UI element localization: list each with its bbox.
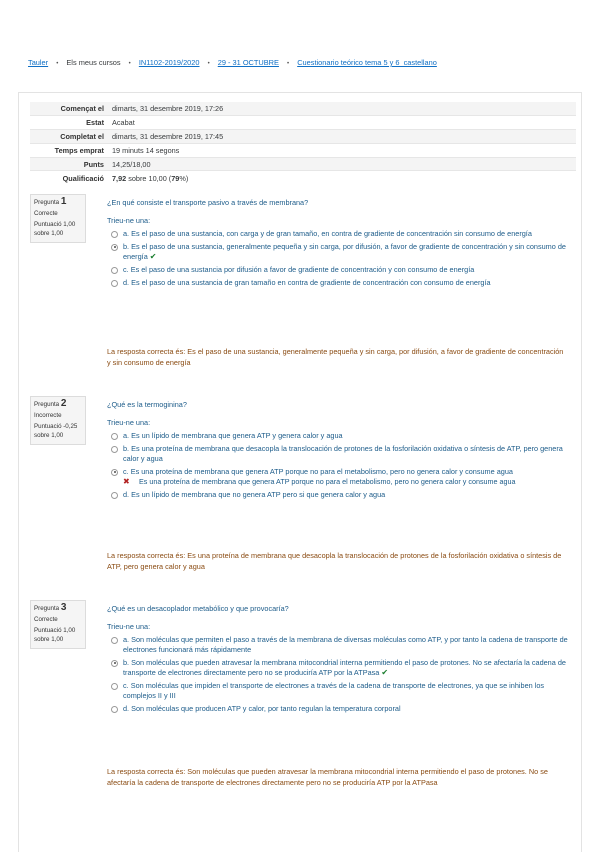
question-label: Pregunta bbox=[34, 605, 60, 612]
summary-label: Començat el bbox=[30, 102, 108, 116]
question-label: Pregunta bbox=[34, 199, 60, 206]
answer-option-label: d. Es un lípido de membrana que no genera ATP pero si que genera calor y agua bbox=[123, 490, 386, 499]
question-grade-max: sobre 1,00 bbox=[34, 431, 64, 439]
summary-label: Punts bbox=[30, 157, 108, 171]
breadcrumb-separator: • bbox=[56, 61, 59, 67]
question-text: ¿En qué consiste el transporte pasivo a través de membrana? bbox=[107, 198, 309, 207]
radio-button[interactable] bbox=[111, 433, 118, 440]
question-number bbox=[34, 604, 82, 614]
question-body bbox=[107, 194, 569, 288]
question-number-value: 3 bbox=[60, 602, 67, 613]
specific-feedback bbox=[107, 477, 569, 487]
breadcrumb-item-my-courses: Els meus cursos bbox=[66, 58, 121, 67]
answer-options bbox=[107, 229, 569, 288]
radio-button[interactable] bbox=[111, 231, 118, 238]
question-label: Pregunta bbox=[34, 401, 60, 408]
question-body bbox=[107, 396, 569, 500]
correct-answer-feedback: La resposta correcta és: Es el paso de una sustancia, generalmente pequeña y sin carga, por difusión, a favor de gradiente de concentración y sin consumo de energía bbox=[107, 347, 564, 367]
question-info bbox=[30, 194, 86, 243]
question-number bbox=[34, 198, 82, 208]
breadcrumb-separator: • bbox=[207, 61, 210, 67]
correct-answer-feedback: La resposta correcta és: Son moléculas que pueden atravesar la membrana mitocondrial interna permitiendo el paso de protones. No se afectaría la cadena de transporte de electrones directamente pero no se produciría ATP por la ATPasa bbox=[107, 767, 548, 787]
summary-row-state bbox=[30, 116, 576, 130]
question-grade bbox=[34, 627, 82, 644]
question-grade-max: sobre 1,00 bbox=[34, 635, 64, 643]
question-grade-score: Puntuació 1,00 bbox=[34, 627, 76, 634]
radio-button[interactable] bbox=[111, 280, 118, 287]
summary-row-started bbox=[30, 102, 576, 116]
answer-option-label: c. Es una proteína de membrana que genera ATP porque no para el metabolismo, pero no genera calor y consume agua bbox=[123, 467, 513, 476]
answer-option-b bbox=[107, 242, 569, 262]
cross-icon: ✖ bbox=[123, 477, 130, 486]
question-grade-score: Puntuació 1,00 bbox=[34, 221, 76, 228]
question-text: ¿Qué es la termoginina? bbox=[107, 400, 187, 409]
question-body bbox=[107, 600, 569, 714]
answer-option-b bbox=[107, 658, 569, 678]
answer-option-label: d. Es el paso de una sustancia de gran tamaño en contra de gradiente de concentración con consumo de energía bbox=[123, 278, 491, 287]
check-icon: ✔ bbox=[381, 668, 389, 677]
summary-label: Temps emprat bbox=[30, 143, 108, 157]
question-number-value: 1 bbox=[60, 196, 67, 207]
question-text: ¿Qué es un desacoplador metabólico y que provocaría? bbox=[107, 604, 289, 613]
answer-option-d bbox=[107, 704, 569, 714]
answer-options bbox=[107, 635, 569, 714]
breadcrumb-link-quiz[interactable]: Cuestionario teórico tema 5 y 6_castellano bbox=[297, 58, 437, 67]
answer-option-a bbox=[107, 635, 569, 655]
answer-option-label: a. Es el paso de una sustancia, con carga y de gran tamaño, en contra de gradiente de concentración sin consumo de energía bbox=[123, 229, 532, 238]
summary-value: dimarts, 31 desembre 2019, 17:45 bbox=[108, 130, 576, 144]
question-prompt: Trieu-ne una: bbox=[107, 216, 151, 225]
radio-button[interactable] bbox=[111, 267, 118, 274]
question-grade-max: sobre 1,00 bbox=[34, 229, 64, 237]
grade-suffix: %) bbox=[179, 173, 189, 183]
answer-option-label: b. Es el paso de una sustancia, generalmente pequeña y sin carga, por difusión, a favor de gradiente de concentración y sin consumo de energía bbox=[123, 242, 566, 261]
breadcrumb-link-course[interactable]: IN1102-2019/2020 bbox=[138, 58, 200, 67]
answer-option-label: a. Es un lípido de membrana que genera ATP y genera calor y agua bbox=[123, 431, 343, 440]
correct-answer-feedback: La resposta correcta és: Es una proteína de membrana que desacopla la translocación de protones de la fosforilación oxidativa o síntesis de ATP, pero genera calor y agua bbox=[107, 551, 562, 571]
radio-button-selected[interactable] bbox=[111, 469, 118, 476]
check-icon: ✔ bbox=[149, 252, 157, 261]
summary-row-time-taken bbox=[30, 143, 576, 157]
question-prompt: Trieu-ne una: bbox=[107, 418, 151, 427]
answer-option-label: c. Son moléculas que impiden el transporte de electrones a través de la cadena de transporte de electrones, ya que se inhiben los complejos II y III bbox=[123, 681, 545, 700]
grade-out-of: sobre 10,00 ( bbox=[126, 173, 172, 183]
question-prompt: Trieu-ne una: bbox=[107, 622, 151, 631]
answer-options bbox=[107, 431, 569, 500]
question-grade bbox=[34, 221, 82, 238]
radio-button-selected[interactable] bbox=[111, 660, 118, 667]
question-grade-score: Puntuació -0,25 bbox=[34, 423, 78, 430]
summary-label: Estat bbox=[30, 116, 108, 130]
breadcrumb bbox=[28, 58, 588, 69]
summary-label: Qualificació bbox=[30, 171, 108, 185]
answer-option-label: c. Es el paso de una sustancia por difusión a favor de gradiente de concentración y con consumo de energía bbox=[123, 265, 475, 274]
summary-row-marks bbox=[30, 157, 576, 171]
radio-button[interactable] bbox=[111, 683, 118, 690]
radio-button[interactable] bbox=[111, 706, 118, 713]
question-state: Correcte bbox=[34, 615, 58, 623]
question-number-value: 2 bbox=[60, 398, 67, 409]
answer-option-label: b. Son moléculas que pueden atravesar la membrana mitocondrial interna permitiendo el paso de protones. No se afectaría la cadena de transporte de electrones directamente pero no se produciría ATP por la ATPasa bbox=[123, 658, 566, 677]
answer-option-label: b. Es una proteína de membrana que desacopla la translocación de protones de la fosforilación oxidativa o síntesis de ATP, pero genera calor y agua bbox=[123, 444, 563, 463]
answer-option-c bbox=[107, 467, 569, 477]
answer-option-d bbox=[107, 278, 569, 288]
breadcrumb-link-section[interactable]: 29 - 31 OCTUBRE bbox=[217, 58, 279, 67]
radio-button[interactable] bbox=[111, 446, 118, 453]
summary-row-completed bbox=[30, 130, 576, 144]
question-number bbox=[34, 400, 82, 410]
summary-value-grade bbox=[108, 171, 576, 185]
answer-option-c bbox=[107, 681, 569, 701]
answer-option-label: d. Son moléculas que producen ATP y calor, por tanto regulan la temperatura corporal bbox=[123, 704, 401, 713]
grade-value: 7,92 bbox=[112, 173, 127, 183]
answer-option-b bbox=[107, 444, 569, 464]
specific-feedback-text: Es una proteína de membrana que genera ATP porque no para el metabolismo, pero no genera calor y consume agua bbox=[139, 477, 516, 486]
grade-percent: 79 bbox=[171, 173, 180, 183]
breadcrumb-separator: • bbox=[128, 61, 131, 67]
question-grade bbox=[34, 423, 82, 440]
question-info bbox=[30, 600, 86, 649]
summary-value: 14,25/18,00 bbox=[108, 157, 576, 171]
answer-option-label: a. Son moléculas que permiten el paso a través de la membrana de diversas moléculas como ATP, y por tanto la cadena de transporte de electrones funcionará más rápidamente bbox=[123, 635, 568, 654]
question-info bbox=[30, 396, 86, 445]
radio-button[interactable] bbox=[111, 637, 118, 644]
answer-option-a bbox=[107, 431, 569, 441]
question-state: Incorrecte bbox=[34, 411, 62, 419]
summary-row-grade bbox=[30, 171, 576, 185]
radio-button[interactable] bbox=[111, 492, 118, 499]
breadcrumb-link-tauler[interactable]: Tauler bbox=[28, 58, 49, 67]
breadcrumb-separator: • bbox=[287, 61, 290, 67]
summary-value: dimarts, 31 desembre 2019, 17:26 bbox=[108, 102, 576, 116]
attempt-summary-table bbox=[30, 102, 576, 185]
summary-value: 19 minuts 14 segons bbox=[108, 143, 576, 157]
radio-button-selected[interactable] bbox=[111, 244, 118, 251]
answer-option-a bbox=[107, 229, 569, 239]
answer-option-c bbox=[107, 265, 569, 275]
question-state: Correcte bbox=[34, 209, 58, 217]
summary-label: Completat el bbox=[30, 130, 108, 144]
summary-value: Acabat bbox=[108, 116, 576, 130]
answer-option-d bbox=[107, 490, 569, 500]
